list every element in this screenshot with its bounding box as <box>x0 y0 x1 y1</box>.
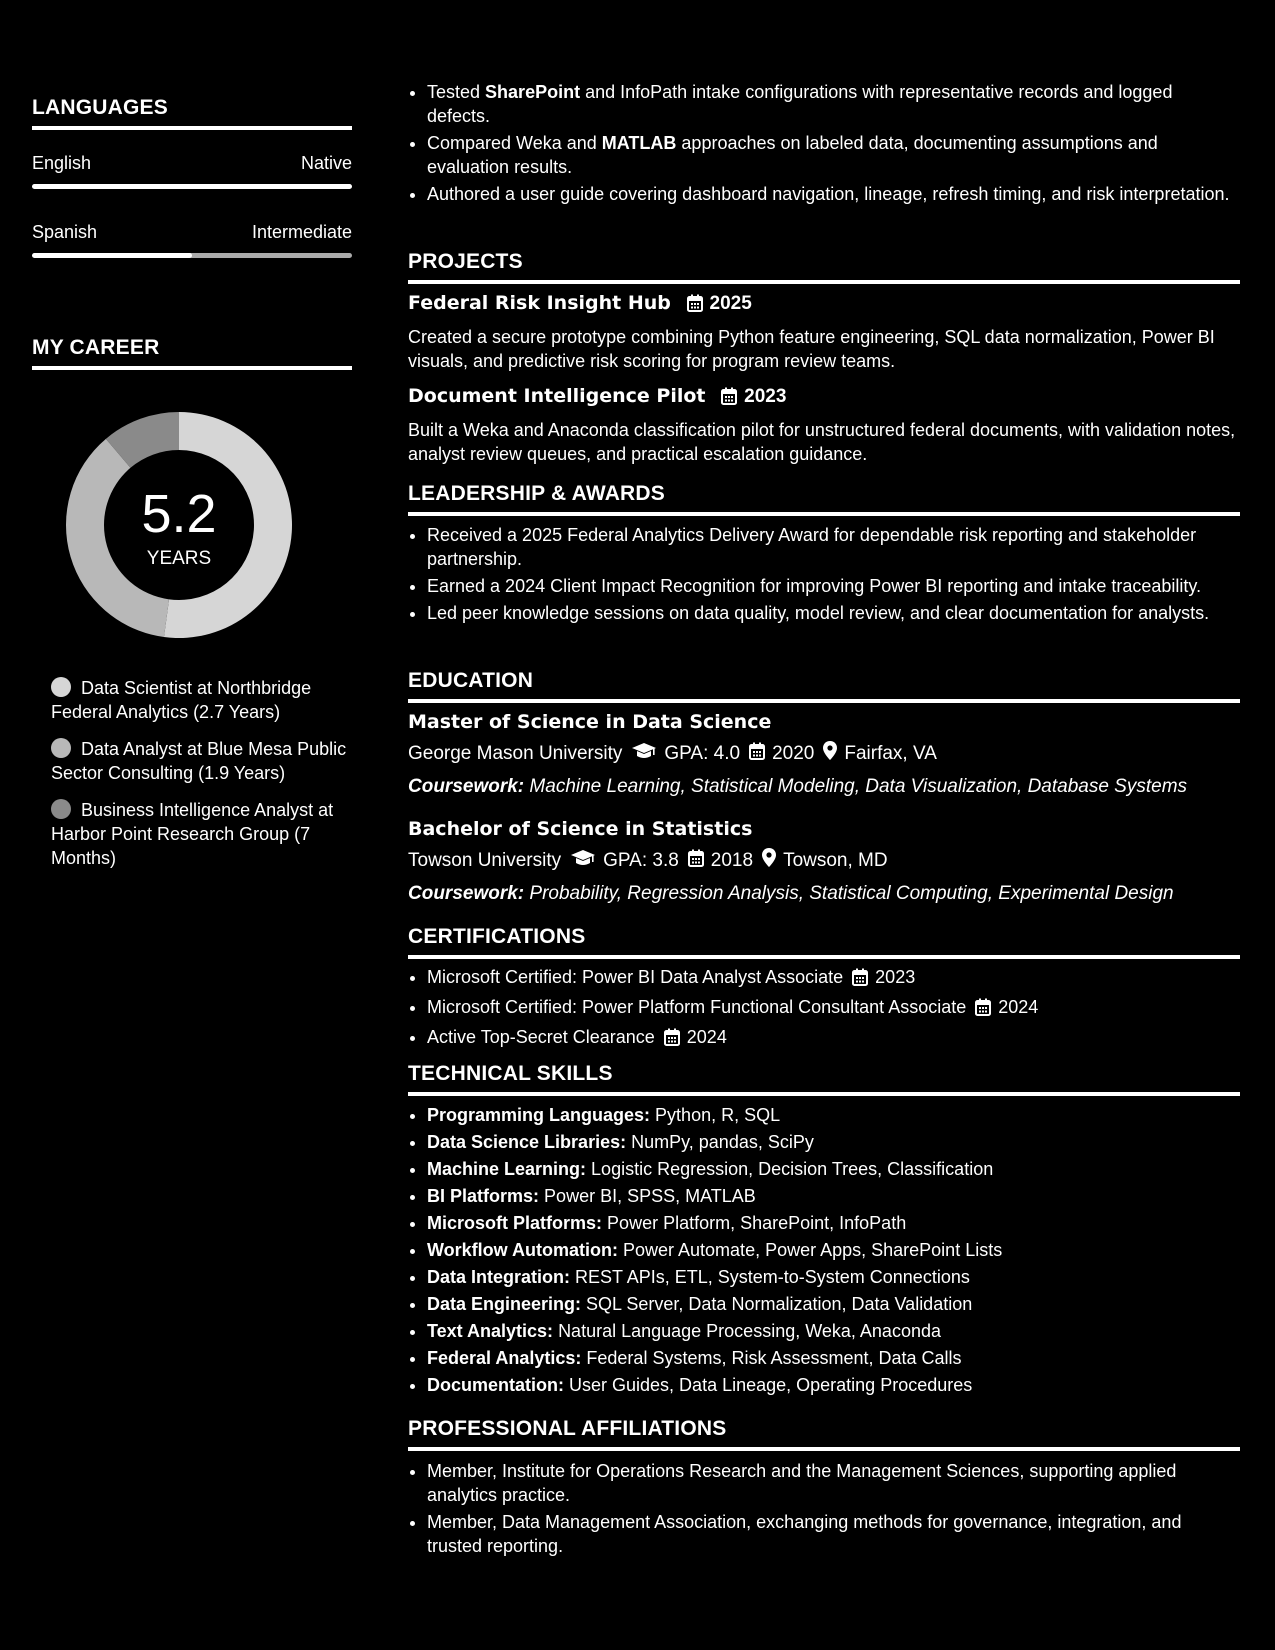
certification-year: 2024 <box>998 997 1039 1017</box>
certification-item <box>427 965 1240 992</box>
skill-category: Documentation: <box>427 1375 564 1395</box>
skill-item <box>427 1292 1240 1316</box>
skill-values: Power Automate, Power Apps, SharePoint Lists <box>623 1240 1003 1260</box>
skill-category: Data Science Libraries: <box>427 1132 627 1152</box>
project-title-line <box>408 292 1240 317</box>
certifications-list <box>408 965 1240 1052</box>
leadership-heading: LEADERSHIP & AWARDS <box>408 482 1240 516</box>
skill-item <box>427 1130 1240 1154</box>
skill-values: Natural Language Processing, Weka, Anaconda <box>558 1321 941 1341</box>
language-item <box>32 222 352 258</box>
affiliations-list <box>408 1459 1240 1558</box>
language-item <box>32 153 352 189</box>
location-pin-icon <box>762 848 776 873</box>
career-item <box>51 798 351 870</box>
project-title: Document Intelligence Pilot <box>408 385 706 407</box>
education-meta <box>408 848 1240 873</box>
project-item <box>408 385 1240 466</box>
calendar-icon <box>749 742 765 766</box>
calendar-icon <box>664 1028 680 1052</box>
language-name: Spanish <box>32 222 98 242</box>
project-title-line <box>408 385 1240 410</box>
language-proficiency-fill <box>32 253 192 258</box>
certifications-heading: CERTIFICATIONS <box>408 925 1240 959</box>
project-year: 2023 <box>744 386 787 407</box>
affiliations-section <box>408 1459 1240 1561</box>
coursework-text: Machine Learning, Statistical Modeling, Data Visualization, Database Systems <box>529 776 1188 797</box>
career-donut-chart <box>66 412 292 638</box>
graduation-cap-icon <box>570 849 596 873</box>
calendar-icon <box>688 849 704 873</box>
certification-name: Microsoft Certified: Power BI Data Analyst Associate <box>427 967 844 987</box>
career-heading: MY CAREER <box>32 336 352 370</box>
school-location: Towson, MD <box>783 849 888 871</box>
experience-bullets <box>408 80 1240 206</box>
skill-values: NumPy, pandas, SciPy <box>631 1132 814 1152</box>
calendar-icon <box>975 998 991 1022</box>
affiliation-item: • Member, Institute for Operations Research and the Management Sciences, supporting applied analytics practice. <box>427 1459 1240 1507</box>
certification-year: 2023 <box>875 967 916 987</box>
education-heading: EDUCATION <box>408 669 1240 703</box>
skill-item <box>427 1103 1240 1127</box>
coursework-text: Probability, Regression Analysis, Statistical Computing, Experimental Design <box>529 883 1174 904</box>
coursework-label: Coursework: <box>408 883 525 904</box>
skill-category: Federal Analytics: <box>427 1348 582 1368</box>
skill-item <box>427 1319 1240 1343</box>
skills-section <box>408 1103 1240 1400</box>
certification-name: Microsoft Certified: Power Platform Functional Consultant Associate <box>427 997 967 1017</box>
bullet-text: Compared Weka and <box>427 133 602 153</box>
affiliations-heading: PROFESSIONAL AFFILIATIONS <box>408 1417 1240 1451</box>
coursework <box>408 776 1240 798</box>
language-proficiency-fill <box>32 184 352 189</box>
skill-category: Data Engineering: <box>427 1294 582 1314</box>
project-description: Built a Weka and Anaconda classification pilot for unstructured federal documents, with validation notes, analyst review queues, and practical escalation guidance. <box>408 420 1236 464</box>
skill-item <box>427 1346 1240 1370</box>
certification-name: Active Top-Secret Clearance <box>427 1027 655 1047</box>
bullet-emphasis: SharePoint <box>485 82 581 102</box>
coursework <box>408 883 1240 905</box>
coursework-label: Coursework: <box>408 776 525 797</box>
language-name: English <box>32 153 92 173</box>
leadership-item: • Received a 2025 Federal Analytics Delivery Award for dependable risk reporting and stakeholder partnership. <box>427 523 1240 571</box>
school-name: Towson University <box>408 849 562 871</box>
school-name: George Mason University <box>408 742 623 764</box>
career-item <box>51 676 351 724</box>
affiliation-item: • Member, Data Management Association, exchanging methods for governance, integration, and trusted reporting. <box>427 1510 1240 1558</box>
skill-values: SQL Server, Data Normalization, Data Validation <box>586 1294 973 1314</box>
skill-values: Federal Systems, Risk Assessment, Data Calls <box>586 1348 962 1368</box>
skill-item <box>427 1238 1240 1262</box>
skill-category: Data Integration: <box>427 1267 571 1287</box>
project-description: Created a secure prototype combining Python feature engineering, SQL data normalization, Power BI visuals, and predictive risk scoring for program review teams. <box>408 327 1215 371</box>
career-item-text: Business Intelligence Analyst at Harbor Point Research Group (7 Months) <box>51 800 334 868</box>
location-pin-icon <box>823 741 837 766</box>
skill-category: Programming Languages: <box>427 1105 651 1125</box>
career-list <box>51 676 351 883</box>
certification-item <box>427 1025 1240 1052</box>
education-item <box>408 711 1240 798</box>
skill-item <box>427 1157 1240 1181</box>
language-proficiency-bar <box>32 184 352 189</box>
certifications-section <box>408 965 1240 1055</box>
certification-year: 2024 <box>686 1027 727 1047</box>
certification-item <box>427 995 1240 1022</box>
skill-values: Python, R, SQL <box>655 1105 781 1125</box>
skill-item <box>427 1184 1240 1208</box>
graduation-year: 2018 <box>710 849 754 871</box>
career-legend-dot <box>51 799 71 819</box>
career-legend-dot <box>51 677 71 697</box>
skill-category: Text Analytics: <box>427 1321 554 1341</box>
gpa: GPA: 4.0 <box>664 742 741 764</box>
skill-values: Logistic Regression, Decision Trees, Classification <box>591 1159 994 1179</box>
career-legend-dot <box>51 738 71 758</box>
bullet-text: Authored a user guide covering dashboard navigation, lineage, refresh timing, and risk interpretation. <box>427 184 1230 204</box>
graduation-cap-icon <box>631 742 657 766</box>
skill-values: REST APIs, ETL, System-to-System Connections <box>575 1267 970 1287</box>
project-title: Federal Risk Insight Hub <box>408 292 671 314</box>
skill-values: Power BI, SPSS, MATLAB <box>544 1186 756 1206</box>
experience-bullet <box>427 80 1240 128</box>
education-meta <box>408 741 1240 766</box>
leadership-list <box>408 523 1240 625</box>
leadership-section <box>408 523 1240 628</box>
languages-heading: LANGUAGES <box>32 96 352 130</box>
skill-category: Workflow Automation: <box>427 1240 618 1260</box>
career-total-unit: YEARS <box>146 548 212 569</box>
experience-bullet <box>427 182 1240 206</box>
skill-item <box>427 1211 1240 1235</box>
bullet-text: and InfoPath intake configurations with representative records and logged defects. <box>427 82 1173 126</box>
skill-category: Microsoft Platforms: <box>427 1213 603 1233</box>
skill-item <box>427 1373 1240 1397</box>
leadership-item: • Led peer knowledge sessions on data quality, model review, and clear documentation for analysts. <box>427 601 1240 625</box>
bullet-text: approaches on labeled data, documenting assumptions and evaluation results. <box>427 133 1158 177</box>
skill-values: User Guides, Data Lineage, Operating Procedures <box>569 1375 973 1395</box>
skills-list <box>408 1103 1240 1397</box>
calendar-icon <box>721 387 737 410</box>
school-location: Fairfax, VA <box>844 742 937 764</box>
calendar-icon <box>852 968 868 992</box>
leadership-item: • Earned a 2024 Client Impact Recognition for improving Power BI reporting and intake traceability. <box>427 574 1240 598</box>
career-item-text: Data Analyst at Blue Mesa Public Sector Consulting (1.9 Years) <box>51 739 347 783</box>
language-level: Intermediate <box>251 222 352 242</box>
language-proficiency-bar <box>32 253 352 258</box>
graduation-year: 2020 <box>772 742 815 764</box>
projects-heading: PROJECTS <box>408 250 1240 284</box>
gpa: GPA: 3.8 <box>603 849 679 871</box>
degree-title: Bachelor of Science in Statistics <box>408 818 753 840</box>
education-item <box>408 818 1240 905</box>
calendar-icon <box>687 294 703 317</box>
language-level: Native <box>300 153 352 173</box>
bullet-text: Tested <box>427 82 486 102</box>
skill-item <box>427 1265 1240 1289</box>
career-item-text: Data Scientist at Northbridge Federal Analytics (2.7 Years) <box>51 678 312 722</box>
experience-bullet <box>427 131 1240 179</box>
skill-values: Power Platform, SharePoint, InfoPath <box>607 1213 907 1233</box>
skills-heading: TECHNICAL SKILLS <box>408 1062 1240 1096</box>
project-item <box>408 292 1240 373</box>
degree-title: Master of Science in Data Science <box>408 711 772 733</box>
skill-category: Machine Learning: <box>427 1159 587 1179</box>
project-year: 2025 <box>709 293 752 314</box>
career-total-years: 5.2 <box>141 484 217 544</box>
skill-category: BI Platforms: <box>427 1186 540 1206</box>
experience-section <box>408 80 1240 209</box>
career-item <box>51 737 351 785</box>
bullet-emphasis: MATLAB <box>601 133 677 153</box>
